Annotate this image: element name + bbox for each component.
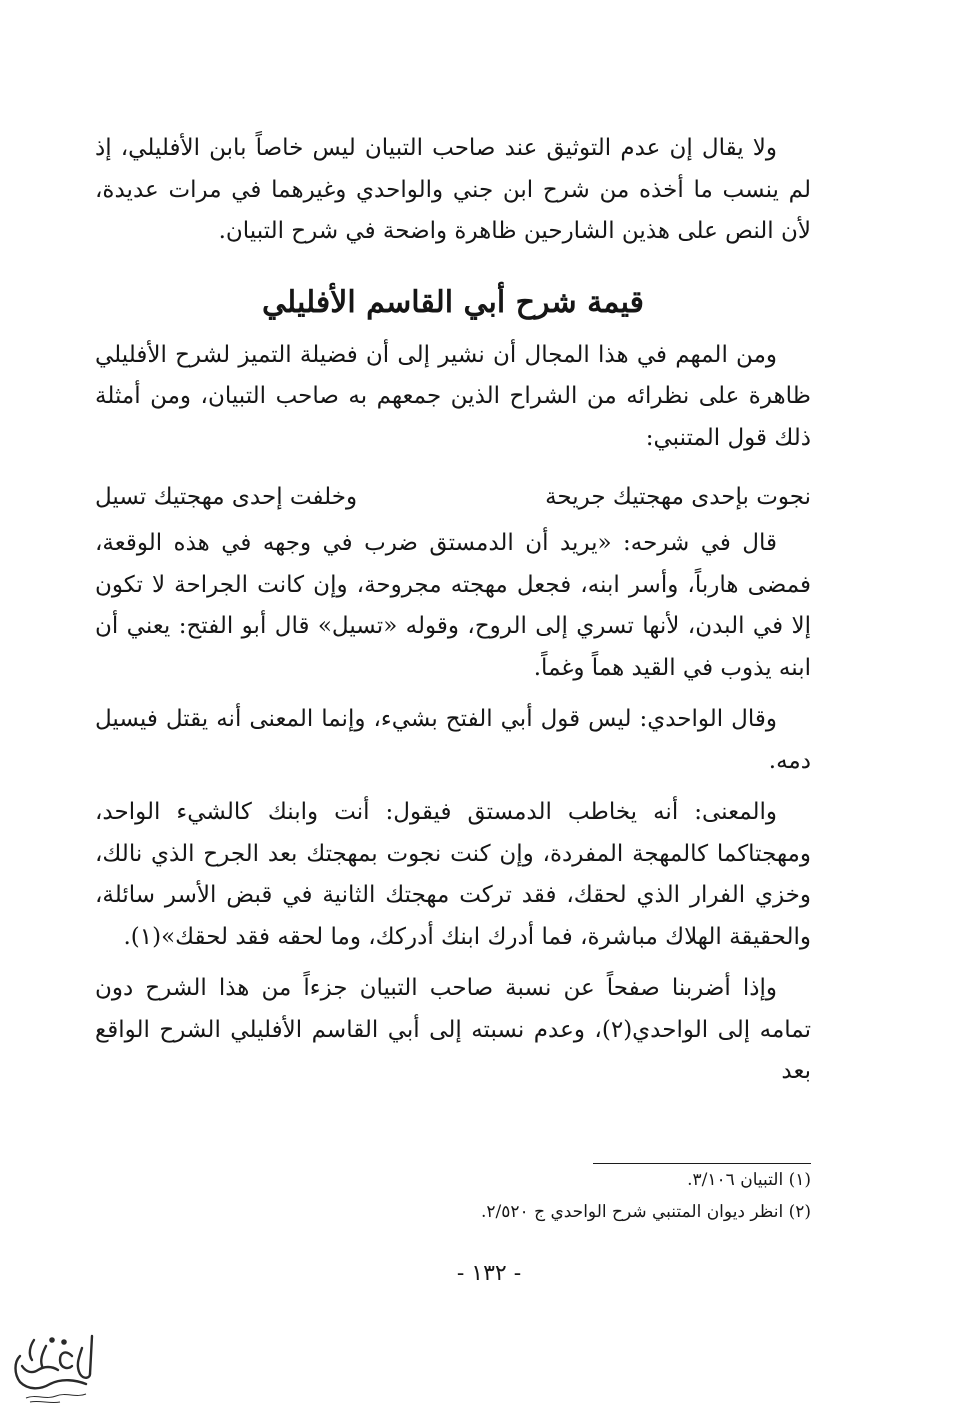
paragraph-3: وقال الواحدي: ليس قول أبي الفتح بشيء، وإنما المعنى أنه يقتل فيسيل دمه. <box>95 706 811 774</box>
paragraph-1: ومن المهم في هذا المجال أن نشير إلى أن فضيلة التميز لشرح الأفليلي ظاهرة على نظرائه من الشراح الذين جمعهم به صاحب التبيان، ومن أمثلة ذلك قول المتنبي: <box>95 341 811 451</box>
poetry-verse <box>95 477 811 517</box>
paragraph-2: قال في شرحه: «يريد أن الدمستق ضرب في وجهه في هذه الوقعة، فمضى هارباً، وأسر ابنه، فجعل مهجته مجروحة، وإن كانت الجراحة لا تكون إلا في البدن، لأنها تسري إلى الروح، وقوله «تسيل» قال أبو الفتح: يعني أن ابنه يذوب في القيد هماً وغماً. <box>95 530 811 681</box>
footnotes <box>100 1163 811 1228</box>
footnote-1: (١) التبيان ٣/١٠٦. <box>687 1170 811 1190</box>
page-number: - ١٣٢ - <box>456 1261 522 1286</box>
section-heading: قيمة شرح أبي القاسم الأفليلي <box>262 284 644 320</box>
footnote-2: (٢) انظر ديوان المتنبي شرح الواحدي ج ٢/٥٢٠. <box>481 1202 811 1222</box>
intro-paragraph: ولا يقال إن عدم التوثيق عند صاحب التبيان ليس خاصاً بابن الأفليلي، إذ لم ينسب ما أخذه من شرح ابن جني والواحدي وغيرهما في مرات عديدة، لأن النص على هذين الشارحين ظاهرة واضحة في شرح التبيان. <box>95 135 811 244</box>
verse-left-hemistich: وخلفت إحدى مهجتيك تسيل <box>95 484 358 510</box>
paragraph-5: وإذا أضربنا صفحاً عن نسبة صاحب التبيان جزءاً من هذا الشرح دون تمامه إلى الواحدي(٢)، وعدم نسبته إلى أبي القاسم الأفليلي الشرح الواقع بعد <box>95 975 811 1084</box>
page-body <box>95 128 811 1093</box>
calligraphy-watermark-logo <box>6 1326 102 1410</box>
paragraph-4: والمعنى: أنه يخاطب الدمستق فيقول: أنت وابنك كالشيء الواحد، ومهجتاكما كالمهجة المفردة، وإن كنت نجوت بمهجتك بعد الجرح الذي نالك، وخزي الفرار الذي لحقك، فقد تركت مهجتك الثانية في قبض الأسر سائلة، والحقيقة الهلاك مباشرة، فما أدرك ابنك أدركك، وما لحقه فقد لحقك»(١). <box>95 799 811 950</box>
verse-right-hemistich: نجوت بإحدى مهجتيك جريحة <box>545 484 811 510</box>
